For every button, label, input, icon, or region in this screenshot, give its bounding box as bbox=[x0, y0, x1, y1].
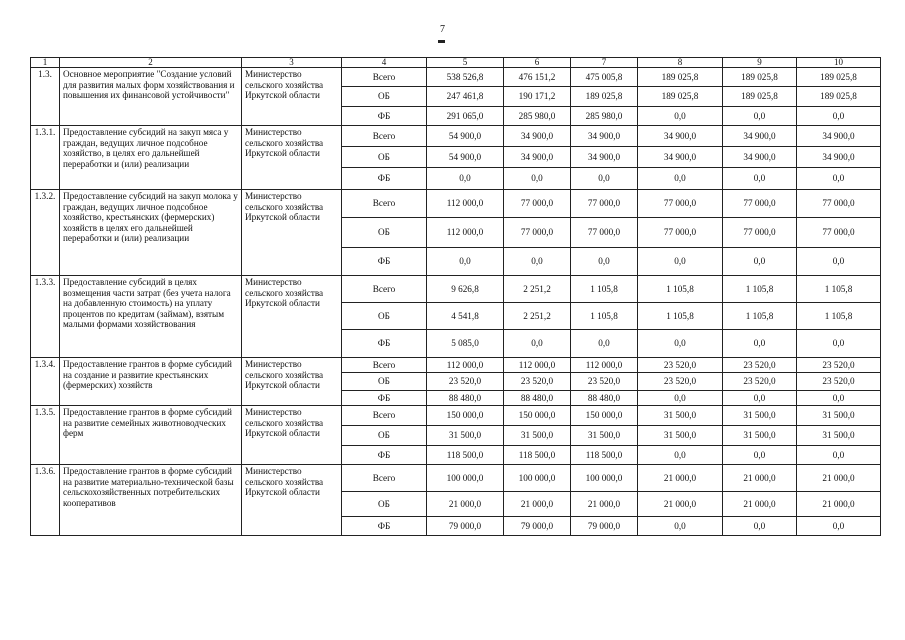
amount-cell: 34 900,0 bbox=[723, 147, 797, 168]
amount-cell: 21 000,0 bbox=[638, 465, 723, 492]
funding-source: Всего bbox=[342, 126, 427, 147]
amount-cell: 79 000,0 bbox=[504, 517, 571, 536]
amount-cell: 112 000,0 bbox=[427, 190, 504, 218]
amount-cell: 0,0 bbox=[797, 391, 881, 406]
budget-table bbox=[30, 57, 881, 536]
amount-cell: 1 105,8 bbox=[723, 303, 797, 330]
amount-cell: 31 500,0 bbox=[797, 426, 881, 446]
amount-cell: 21 000,0 bbox=[723, 465, 797, 492]
column-header: 3 bbox=[242, 58, 342, 68]
amount-cell: 23 520,0 bbox=[723, 373, 797, 391]
amount-cell: 23 520,0 bbox=[638, 373, 723, 391]
amount-cell: 100 000,0 bbox=[427, 465, 504, 492]
amount-cell: 23 520,0 bbox=[504, 373, 571, 391]
amount-cell: 2 251,2 bbox=[504, 303, 571, 330]
amount-cell: 23 520,0 bbox=[797, 358, 881, 373]
amount-cell: 0,0 bbox=[571, 248, 638, 276]
row-name: Предоставление субсидий на закуп мяса у граждан, ведущих личное подсобное хозяйство, в целях его дальнейшей переработки и (или) реализации bbox=[60, 126, 242, 190]
row-executor: Министерство сельского хозяйства Иркутской области bbox=[242, 406, 342, 465]
amount-cell: 34 900,0 bbox=[504, 126, 571, 147]
amount-cell: 31 500,0 bbox=[427, 426, 504, 446]
amount-cell: 34 900,0 bbox=[571, 126, 638, 147]
amount-cell: 100 000,0 bbox=[571, 465, 638, 492]
amount-cell: 79 000,0 bbox=[427, 517, 504, 536]
amount-cell: 23 520,0 bbox=[427, 373, 504, 391]
amount-cell: 77 000,0 bbox=[723, 190, 797, 218]
amount-cell: 77 000,0 bbox=[638, 190, 723, 218]
amount-cell: 112 000,0 bbox=[571, 358, 638, 373]
row-executor: Министерство сельского хозяйства Иркутской области bbox=[242, 465, 342, 536]
amount-cell: 54 900,0 bbox=[427, 147, 504, 168]
column-header: 1 bbox=[31, 58, 60, 68]
column-header: 7 bbox=[571, 58, 638, 68]
amount-cell: 0,0 bbox=[638, 330, 723, 358]
amount-cell: 4 541,8 bbox=[427, 303, 504, 330]
amount-cell: 538 526,8 bbox=[427, 68, 504, 87]
column-header: 5 bbox=[427, 58, 504, 68]
funding-source: ФБ bbox=[342, 391, 427, 406]
table-row bbox=[31, 406, 881, 426]
amount-cell: 0,0 bbox=[797, 517, 881, 536]
amount-cell: 77 000,0 bbox=[797, 190, 881, 218]
table-row bbox=[31, 465, 881, 492]
column-header: 8 bbox=[638, 58, 723, 68]
amount-cell: 118 500,0 bbox=[427, 446, 504, 465]
funding-source: ОБ bbox=[342, 147, 427, 168]
row-code: 1.3.6. bbox=[31, 465, 60, 536]
funding-source: Всего bbox=[342, 68, 427, 87]
row-code: 1.3.4. bbox=[31, 358, 60, 406]
amount-cell: 31 500,0 bbox=[723, 406, 797, 426]
amount-cell: 23 520,0 bbox=[638, 358, 723, 373]
row-executor: Министерство сельского хозяйства Иркутской области bbox=[242, 276, 342, 358]
amount-cell: 0,0 bbox=[571, 330, 638, 358]
amount-cell: 23 520,0 bbox=[797, 373, 881, 391]
amount-cell: 1 105,8 bbox=[797, 303, 881, 330]
row-code: 1.3. bbox=[31, 68, 60, 126]
column-header: 2 bbox=[60, 58, 242, 68]
amount-cell: 0,0 bbox=[638, 517, 723, 536]
amount-cell: 112 000,0 bbox=[427, 218, 504, 248]
funding-source: ФБ bbox=[342, 168, 427, 190]
funding-source: ФБ bbox=[342, 517, 427, 536]
amount-cell: 0,0 bbox=[638, 391, 723, 406]
amount-cell: 285 980,0 bbox=[504, 107, 571, 126]
amount-cell: 189 025,8 bbox=[638, 68, 723, 87]
amount-cell: 0,0 bbox=[723, 330, 797, 358]
amount-cell: 476 151,2 bbox=[504, 68, 571, 87]
amount-cell: 112 000,0 bbox=[427, 358, 504, 373]
amount-cell: 0,0 bbox=[723, 248, 797, 276]
amount-cell: 0,0 bbox=[504, 168, 571, 190]
amount-cell: 0,0 bbox=[427, 168, 504, 190]
funding-source: Всего bbox=[342, 358, 427, 373]
amount-cell: 0,0 bbox=[638, 446, 723, 465]
amount-cell: 112 000,0 bbox=[504, 358, 571, 373]
row-name: Предоставление грантов в форме субсидий на развитие материально-технической базы сельскохозяйственных потребительских кооперативов bbox=[60, 465, 242, 536]
amount-cell: 247 461,8 bbox=[427, 87, 504, 107]
row-executor: Министерство сельского хозяйства Иркутской области bbox=[242, 68, 342, 126]
funding-source: ФБ bbox=[342, 107, 427, 126]
amount-cell: 77 000,0 bbox=[723, 218, 797, 248]
amount-cell: 31 500,0 bbox=[571, 426, 638, 446]
amount-cell: 100 000,0 bbox=[504, 465, 571, 492]
funding-source: Всего bbox=[342, 465, 427, 492]
amount-cell: 21 000,0 bbox=[571, 492, 638, 517]
amount-cell: 1 105,8 bbox=[638, 276, 723, 303]
amount-cell: 0,0 bbox=[797, 446, 881, 465]
funding-source: ОБ bbox=[342, 87, 427, 107]
row-code: 1.3.5. bbox=[31, 406, 60, 465]
amount-cell: 88 480,0 bbox=[504, 391, 571, 406]
row-name: Предоставление субсидий в целях возмещения части затрат (без учета налога на добавленную стоимость) на уплату процентов по кредитам (займам), взятым малыми формами хозяйствования bbox=[60, 276, 242, 358]
amount-cell: 1 105,8 bbox=[571, 276, 638, 303]
amount-cell: 0,0 bbox=[797, 330, 881, 358]
amount-cell: 189 025,8 bbox=[638, 87, 723, 107]
amount-cell: 189 025,8 bbox=[571, 87, 638, 107]
amount-cell: 0,0 bbox=[504, 330, 571, 358]
row-name: Основное мероприятие "Создание условий для развития малых форм хозяйствования и повышения их финансовой устойчивости" bbox=[60, 68, 242, 126]
amount-cell: 21 000,0 bbox=[638, 492, 723, 517]
row-code: 1.3.1. bbox=[31, 126, 60, 190]
row-executor: Министерство сельского хозяйства Иркутской области bbox=[242, 126, 342, 190]
page-number: 7 bbox=[440, 24, 445, 35]
funding-source: ОБ bbox=[342, 218, 427, 248]
amount-cell: 1 105,8 bbox=[638, 303, 723, 330]
amount-cell: 21 000,0 bbox=[723, 492, 797, 517]
amount-cell: 54 900,0 bbox=[427, 126, 504, 147]
column-header: 9 bbox=[723, 58, 797, 68]
amount-cell: 34 900,0 bbox=[797, 126, 881, 147]
table-row bbox=[31, 276, 881, 303]
funding-source: ФБ bbox=[342, 330, 427, 358]
amount-cell: 34 900,0 bbox=[504, 147, 571, 168]
amount-cell: 0,0 bbox=[723, 168, 797, 190]
amount-cell: 77 000,0 bbox=[571, 218, 638, 248]
amount-cell: 21 000,0 bbox=[797, 465, 881, 492]
amount-cell: 150 000,0 bbox=[504, 406, 571, 426]
amount-cell: 34 900,0 bbox=[638, 126, 723, 147]
amount-cell: 9 626,8 bbox=[427, 276, 504, 303]
amount-cell: 34 900,0 bbox=[723, 126, 797, 147]
amount-cell: 77 000,0 bbox=[638, 218, 723, 248]
row-executor: Министерство сельского хозяйства Иркутской области bbox=[242, 358, 342, 406]
column-header: 6 bbox=[504, 58, 571, 68]
amount-cell: 31 500,0 bbox=[723, 426, 797, 446]
amount-cell: 31 500,0 bbox=[504, 426, 571, 446]
amount-cell: 0,0 bbox=[638, 107, 723, 126]
funding-source: ОБ bbox=[342, 373, 427, 391]
row-name: Предоставление грантов в форме субсидий на создание и развитие крестьянских (фермерских) хозяйств bbox=[60, 358, 242, 406]
row-code: 1.3.2. bbox=[31, 190, 60, 276]
amount-cell: 118 500,0 bbox=[571, 446, 638, 465]
amount-cell: 23 520,0 bbox=[571, 373, 638, 391]
amount-cell: 0,0 bbox=[797, 107, 881, 126]
amount-cell: 34 900,0 bbox=[638, 147, 723, 168]
amount-cell: 23 520,0 bbox=[723, 358, 797, 373]
table-row bbox=[31, 190, 881, 218]
amount-cell: 0,0 bbox=[797, 168, 881, 190]
table-row bbox=[31, 358, 881, 373]
amount-cell: 79 000,0 bbox=[571, 517, 638, 536]
header-row bbox=[31, 58, 881, 68]
amount-cell: 0,0 bbox=[723, 517, 797, 536]
row-name: Предоставление грантов в форме субсидий на развитие семейных животноводческих ферм bbox=[60, 406, 242, 465]
amount-cell: 189 025,8 bbox=[723, 68, 797, 87]
table-row bbox=[31, 126, 881, 147]
dash-mark bbox=[438, 40, 445, 43]
amount-cell: 1 105,8 bbox=[723, 276, 797, 303]
funding-source: ОБ bbox=[342, 303, 427, 330]
funding-source: ОБ bbox=[342, 426, 427, 446]
amount-cell: 285 980,0 bbox=[571, 107, 638, 126]
amount-cell: 0,0 bbox=[638, 248, 723, 276]
column-header: 4 bbox=[342, 58, 427, 68]
amount-cell: 0,0 bbox=[638, 168, 723, 190]
amount-cell: 150 000,0 bbox=[571, 406, 638, 426]
amount-cell: 0,0 bbox=[571, 168, 638, 190]
row-code: 1.3.3. bbox=[31, 276, 60, 358]
amount-cell: 77 000,0 bbox=[504, 190, 571, 218]
funding-source: ОБ bbox=[342, 492, 427, 517]
amount-cell: 1 105,8 bbox=[571, 303, 638, 330]
amount-cell: 34 900,0 bbox=[797, 147, 881, 168]
funding-source: Всего bbox=[342, 406, 427, 426]
amount-cell: 0,0 bbox=[504, 248, 571, 276]
amount-cell: 118 500,0 bbox=[504, 446, 571, 465]
funding-source: Всего bbox=[342, 276, 427, 303]
funding-source: Всего bbox=[342, 190, 427, 218]
table-row bbox=[31, 68, 881, 87]
amount-cell: 21 000,0 bbox=[504, 492, 571, 517]
row-name: Предоставление субсидий на закуп молока у граждан, ведущих личное подсобное хозяйство, крестьянских (фермерских) хозяйств в целях его дальнейшей переработки и (или) реализации bbox=[60, 190, 242, 276]
amount-cell: 77 000,0 bbox=[797, 218, 881, 248]
amount-cell: 0,0 bbox=[723, 107, 797, 126]
amount-cell: 190 171,2 bbox=[504, 87, 571, 107]
amount-cell: 0,0 bbox=[797, 248, 881, 276]
amount-cell: 31 500,0 bbox=[638, 426, 723, 446]
amount-cell: 0,0 bbox=[427, 248, 504, 276]
amount-cell: 88 480,0 bbox=[571, 391, 638, 406]
amount-cell: 189 025,8 bbox=[797, 68, 881, 87]
column-header: 10 bbox=[797, 58, 881, 68]
amount-cell: 189 025,8 bbox=[797, 87, 881, 107]
funding-source: ФБ bbox=[342, 446, 427, 465]
amount-cell: 77 000,0 bbox=[571, 190, 638, 218]
funding-source: ФБ bbox=[342, 248, 427, 276]
amount-cell: 1 105,8 bbox=[797, 276, 881, 303]
amount-cell: 21 000,0 bbox=[427, 492, 504, 517]
amount-cell: 31 500,0 bbox=[638, 406, 723, 426]
amount-cell: 31 500,0 bbox=[797, 406, 881, 426]
amount-cell: 0,0 bbox=[723, 446, 797, 465]
amount-cell: 189 025,8 bbox=[723, 87, 797, 107]
amount-cell: 34 900,0 bbox=[571, 147, 638, 168]
amount-cell: 0,0 bbox=[723, 391, 797, 406]
amount-cell: 77 000,0 bbox=[504, 218, 571, 248]
amount-cell: 150 000,0 bbox=[427, 406, 504, 426]
amount-cell: 21 000,0 bbox=[797, 492, 881, 517]
amount-cell: 88 480,0 bbox=[427, 391, 504, 406]
row-executor: Министерство сельского хозяйства Иркутской области bbox=[242, 190, 342, 276]
amount-cell: 291 065,0 bbox=[427, 107, 504, 126]
amount-cell: 5 085,0 bbox=[427, 330, 504, 358]
amount-cell: 475 005,8 bbox=[571, 68, 638, 87]
amount-cell: 2 251,2 bbox=[504, 276, 571, 303]
